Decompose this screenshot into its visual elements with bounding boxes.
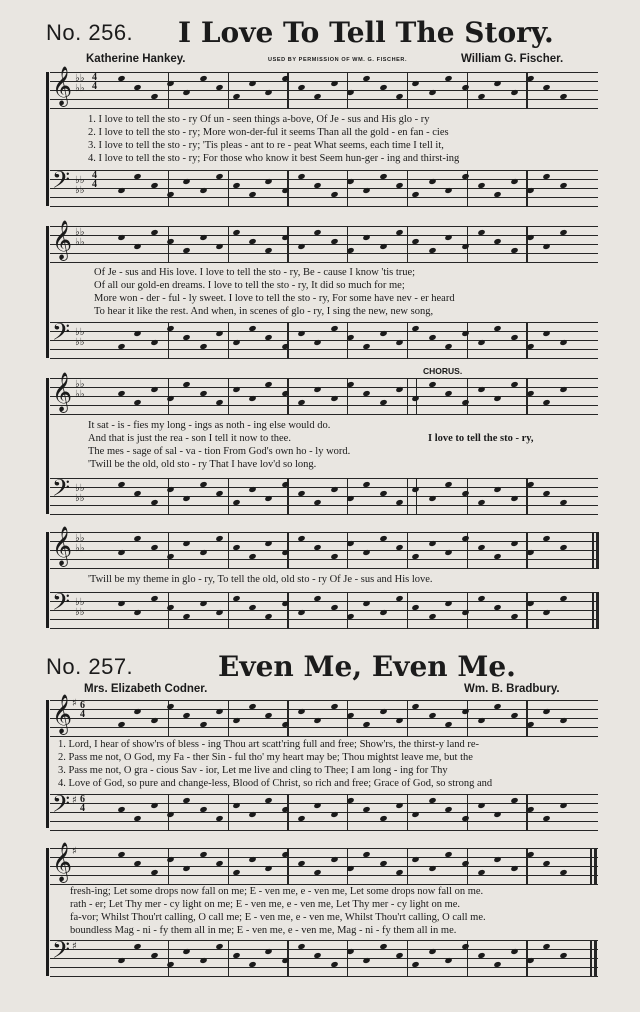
verse-line: The mes - sage of sal - va - tion From God's own ho - ly word. [88,446,351,457]
barline [287,592,288,629]
time-signature: 6 4 [80,794,85,814]
bass-clef-icon: 𝄢 [52,318,71,351]
bass-clef-icon: 𝄢 [52,474,71,507]
barline [407,940,408,977]
barline [407,478,408,515]
barline [407,794,408,831]
barline [168,532,169,569]
barline [467,848,468,885]
barline [526,226,527,263]
barline [347,322,348,359]
treble-staff [50,220,598,266]
verse-line: 'Twill be my theme in glo - ry, To tell the old, old sto - ry Of Je - sus and His love. [88,574,433,585]
hymn-257-music-by: Wm. B. Bradbury. [464,683,560,695]
treble-clef-icon: 𝄞 [52,220,73,260]
key-signature-icon: ♭♭ ♭♭ [75,533,85,554]
verse-line: 3. I love to tell the sto - ry; 'Tis pleas - ant to re - peat What seems, each time I tell it, [88,140,444,151]
verse-line: Of all our gold-en dreams. I love to tell the sto - ry, It did so much for me; [94,280,405,291]
barline [228,72,229,109]
verse-line: fresh-ing; Let some drops now fall on me; E - ven me, e - ven me, Let some drops now fall on me. [70,886,484,897]
barline [526,700,527,737]
bass-clef-icon: 𝄢 [52,936,71,969]
bass-staff [50,166,598,210]
barline [416,478,417,515]
barline [526,592,527,629]
system-bracket [46,72,49,206]
treble-clef-icon: 𝄞 [52,66,73,106]
verse-line: 2. I love to tell the sto - ry; More won-der-ful it seems Than all the gold - en fan - cies [88,127,449,138]
barline [467,794,468,831]
verse-line: rath - er; Let Thy mer - cy light on me; E - ven me, e - ven me, Let Thy mer - cy light on me. [70,899,461,910]
barline [407,170,408,207]
barline [168,72,169,109]
key-signature-icon: ♯ [72,846,77,857]
barline [168,848,169,885]
verse-line: More won - der - ful - ly sweet. I love to tell the sto - ry, For some have nev - er heard [94,293,455,304]
barline [287,226,288,263]
final-barline [592,592,594,629]
key-signature-icon: ♭♭ ♭♭ [75,379,85,400]
bass-staff [50,790,598,834]
barline [228,170,229,207]
hymn-256-permission: USED BY PERMISSION OF WM. G. FISCHER. [268,57,408,63]
system-bracket [46,532,49,628]
barline [228,700,229,737]
hymn-256-title: I Love To Tell The Story. [178,16,554,49]
verse-line: 2. Pass me not, O God, my Fa - ther Sin - ful tho' my heart may be; Thou mightst leave me, but the [58,752,473,763]
hymn-257-title: Even Me, Even Me. [218,650,516,683]
treble-clef-icon: 𝄞 [52,842,73,882]
bass-clef-icon: 𝄢 [52,790,71,823]
verse-line: 3. Pass me not, O gra - cious Sav - ior, Let me live and cling to Thee; I am long - ing for Thy [58,765,448,776]
treble-staff [50,694,598,740]
bass-clef-icon: 𝄢 [52,166,71,199]
barline [347,226,348,263]
barline [287,794,288,831]
time-signature: 4 4 [92,170,97,190]
final-barline [592,532,594,569]
barline [526,322,527,359]
bass-staff [50,474,598,518]
verse-line: 1. I love to tell the sto - ry Of un - seen things a-bove, Of Je - sus and His glo - ry [88,114,430,125]
hymn-256-number: No. 256. [46,20,134,45]
barline [347,592,348,629]
barline [287,378,288,415]
barline [228,378,229,415]
key-signature-icon: ♭♭ ♭♭ [75,483,85,504]
barline [407,226,408,263]
chorus-label: CHORUS. [423,366,463,376]
barline [228,592,229,629]
barline [228,532,229,569]
key-signature-icon: ♭♭ ♭♭ [75,227,85,248]
system-bracket [46,700,49,828]
barline [407,322,408,359]
hymn-257-number: No. 257. [46,654,134,679]
system-bracket [46,848,49,976]
key-signature-icon: ♯ [72,698,77,709]
barline [287,700,288,737]
final-barline [590,848,592,885]
treble-staff [50,842,598,888]
verse-line: 4. I love to tell the sto - ry; For those who know it best Seem hun-ger - ing and thirst-ing [88,153,460,164]
verse-line: boundless Mag - ni - fy them all in me; E - ven me, e - ven me, Mag - ni - fy them all in me. [70,925,457,936]
barline [407,700,408,737]
final-barline [594,848,597,885]
barline [467,478,468,515]
key-signature-icon: ♭♭ ♭♭ [75,597,85,618]
barline [347,532,348,569]
barline [228,848,229,885]
final-barline [596,532,599,569]
barline [168,226,169,263]
verse-line: To hear it like the rest. And when, in scenes of glo - ry, I sing the new, new song, [94,306,434,317]
barline [526,378,527,415]
verse-line: 1. Lord, I hear of show'rs of bless - ing Thou art scatt'ring full and free; Show'rs, the thirst-y land re- [58,739,480,750]
barline [467,700,468,737]
barline [407,72,408,109]
barline [347,700,348,737]
verse-line: And that is just the rea - son I tell it now to thee. [88,433,291,444]
barline [228,322,229,359]
bass-staff [50,588,598,632]
barline [168,940,169,977]
chorus-line: I love to tell the sto - ry, [428,433,534,444]
key-signature-icon: ♯ [72,941,77,952]
barline [467,322,468,359]
key-signature-icon: ♭♭ ♭♭ [75,327,85,348]
barline [347,940,348,977]
barline [168,170,169,207]
final-barline [596,592,599,629]
bass-staff [50,936,598,980]
key-signature-icon: ♯ [72,795,77,806]
system-bracket [46,226,49,358]
treble-staff [50,372,598,418]
verse-line: Of Je - sus and His love. I love to tell the sto - ry, Be - cause I know 'tis true; [94,267,416,278]
barline [467,378,468,415]
system-bracket [46,378,49,514]
treble-clef-icon: 𝄞 [52,694,73,734]
barline [407,378,408,415]
treble-staff [50,66,598,112]
treble-clef-icon: 𝄞 [52,526,73,566]
barline [407,592,408,629]
hymn-256-music-by: William G. Fischer. [461,53,564,65]
verse-line: It sat - is - fies my long - ings as noth - ing else would do. [88,420,331,431]
barline [287,322,288,359]
barline [228,940,229,977]
barline [168,478,169,515]
final-barline [590,940,592,977]
barline [407,532,408,569]
treble-staff [50,526,598,572]
key-signature-icon: ♭♭ ♭♭ [75,175,85,196]
barline [407,848,408,885]
barline [467,72,468,109]
hymn-256-words-by: Katherine Hankey. [86,53,186,65]
verse-line: 'Twill be the old, old sto - ry That I have lov'd so long. [88,459,317,470]
final-barline [594,940,597,977]
barline [228,226,229,263]
time-signature: 6 4 [80,700,85,720]
time-signature: 4 4 [92,72,97,92]
barline [526,794,527,831]
barline [168,592,169,629]
barline [347,170,348,207]
barline [228,478,229,515]
bass-staff [50,318,598,362]
verse-line: 4. Love of God, so pure and change-less, Blood of Christ, so rich and free; Grace of God, so strong and [58,778,493,789]
key-signature-icon: ♭♭ ♭♭ [75,73,85,94]
bass-clef-icon: 𝄢 [52,588,71,621]
hymn-257-words-by: Mrs. Elizabeth Codner. [84,683,208,695]
verse-line: fa-vor; Whilst Thou'rt calling, O call me; E - ven me, e - ven me, Whilst Thou'rt calling, O call me. [70,912,486,923]
barline [228,794,229,831]
treble-clef-icon: 𝄞 [52,372,73,412]
